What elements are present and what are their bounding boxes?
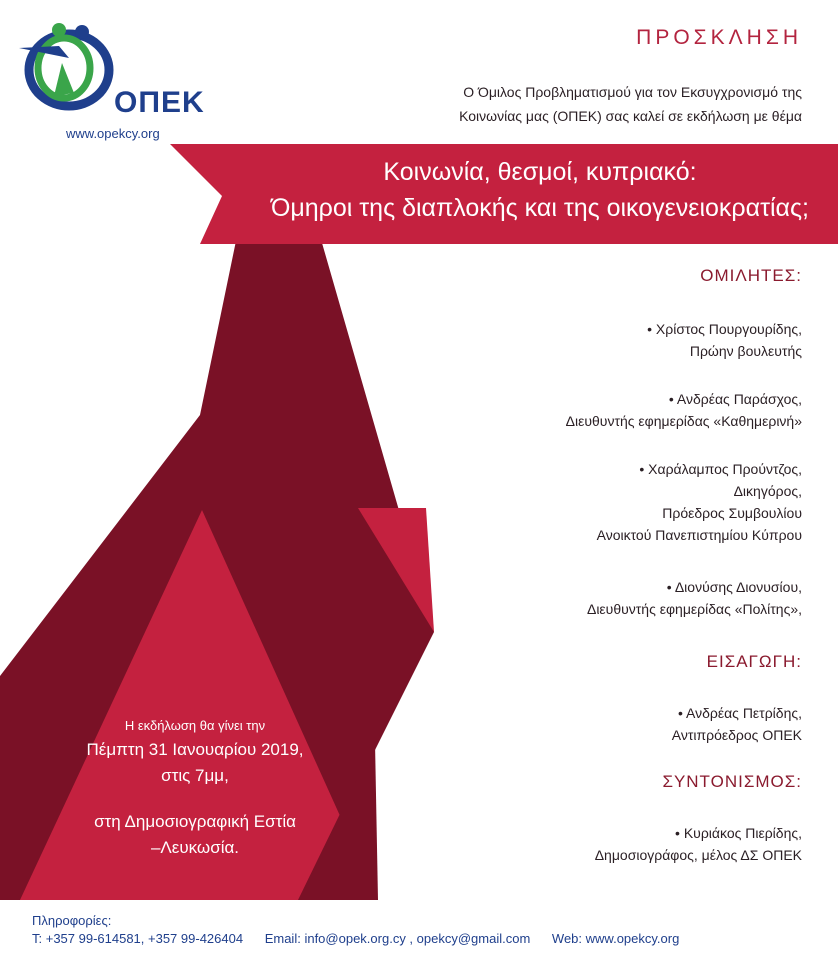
moderation-heading: ΣΥΝΤΟΝΙΣΜΟΣ: [662,772,802,791]
event-time: στις 7μμ, [161,766,229,785]
introducer [672,702,802,746]
speaker-4 [587,576,802,620]
intro-line-2: Κοινωνίας μας (ΟΠΕΚ) σας καλεί σε εκδήλωση με θέμα [459,108,802,124]
contact-row [32,930,832,948]
event-date: Πέμπτη 31 Ιανουαρίου 2019, [86,740,304,759]
intro-text [282,80,802,128]
event-intro: Η εκδήλωση θα γίνει την [124,718,266,733]
speaker-role: Πρόεδρος Συμβουλίου [662,505,802,521]
phone-numbers: T: +357 99-614581, +357 99-426404 [32,931,244,946]
email-addresses[interactable]: info@opek.org.cy , opekcy@gmail.com [304,931,531,946]
speaker-name: • Χαράλαμπος Προύντζος, [639,461,802,477]
web-label: Web: [551,931,583,946]
speaker-role: Πρώην βουλευτής [689,343,802,359]
event-venue: στη Δημοσιογραφική Εστία [94,812,296,831]
speaker-role: Διευθυντής εφημερίδας «Πολίτης», [586,601,802,617]
introducer-role: Αντιπρόεδρος ΟΠΕΚ [671,727,802,743]
introduction-heading: ΕΙΣΑΓΩΓΗ: [706,652,802,671]
event-topic-line-2: Όμηροι της διαπλοκής και της οικογενειοκρατίας; [271,194,809,222]
logo-wordmark: ΟΠΕΚ [114,86,205,119]
speaker-3 [597,458,802,546]
event-topic [240,154,838,226]
speaker-role: Δικηγόρος, [733,483,802,499]
speaker-name: • Διονύσης Διονυσίου, [666,579,802,595]
logo-url[interactable]: www.opekcy.org [66,126,160,141]
opek-logo [14,18,205,141]
speaker-role: Διευθυντής εφημερίδας «Καθημερινή» [565,413,802,429]
footer-contact [32,912,832,948]
moderator-name: • Κυριάκος Πιερίδης, [675,825,802,841]
speaker-name: • Ανδρέας Παράσχος, [668,391,802,407]
speaker-role: Ανοικτού Πανεπιστημίου Κύπρου [596,527,802,543]
introducer-name: • Ανδρέας Πετρίδης, [677,705,802,721]
moderator-role: Δημοσιογράφος, μέλος ΔΣ ΟΠΕΚ [594,847,802,863]
website-link[interactable]: www.opekcy.org [585,931,680,946]
speaker-2 [566,388,802,432]
intro-line-1: Ο Όμιλος Προβληματισμού για τον Εκσυγχρονισμό της [463,84,802,100]
event-topic-line-1: Κοινωνία, θεσμοί, κυπριακό: [383,158,697,186]
event-details [30,715,360,861]
email-label: Email: [264,931,301,946]
speaker-name: • Χρίστος Πουργουρίδης, [647,321,802,337]
invitation-title: ΠΡΟΣΚΛΗΣΗ [636,26,802,49]
event-city: –Λευκωσία. [150,838,240,857]
moderator [595,822,802,866]
logo-emblem-icon [14,18,124,113]
speaker-1 [647,318,802,362]
speakers-heading: ΟΜΙΛΗΤΕΣ: [700,266,802,285]
info-label: Πληροφορίες: [32,913,112,928]
